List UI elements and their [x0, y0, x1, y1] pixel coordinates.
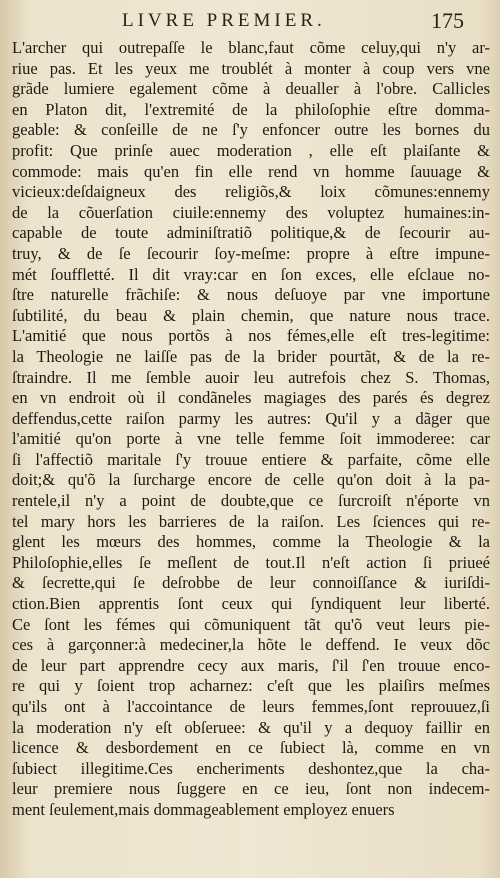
text-line: ſtre naturelle frãchiſe: & nous deſuoye par vne importune: [12, 285, 490, 305]
text-line: truy, & de ſe ſecourir ſoy-meſme: propre à eſtre impune-: [12, 243, 490, 263]
text-line: deffendus,cette raiſon parmy les autres: Qu'il y a dãger que: [12, 408, 490, 428]
text-line: geable: & conſeille de ne ſ'y enfoncer outre les bornes du: [12, 120, 490, 140]
text-line: Philoſophie,elles ſe meſlent de tout.Il n'eſt action ſi priueé: [12, 552, 490, 572]
text-line: ction.Bien apprentis ſont ceux qui ſyndiquent leur liberté.: [12, 594, 490, 614]
text-line: la moderation n'y eſt obſeruee: & qu'il y a dequoy faillir en: [12, 717, 490, 737]
page-number: 175: [431, 8, 464, 33]
text-line: l'amitié qu'on porte à vne telle femme ſoit immoderee: car: [12, 429, 490, 449]
text-line: de leur part apprendre cecy aux maris, ſ'il ſ'en trouue enco-: [12, 655, 490, 675]
text-line: ment ſeulement,mais dommageablement employez enuers: [12, 799, 395, 819]
text-line: riue pas. Et les yeux me troublét à monter à coup vers vne: [12, 58, 490, 78]
text-line: L'archer qui outrepaſſe le blanc,faut cõme celuy,qui n'y ar-: [12, 38, 490, 57]
body-text: [12, 38, 490, 821]
text-line: tel mary hors les barrieres de la raiſon. Les ſciences qui re-: [12, 511, 490, 531]
text-line: licence & desbordement en ce ſubiect là, comme en vn: [12, 738, 490, 758]
text-line: doit;& qu'õ la ſurcharge encore de celle qu'on doit à la pa-: [12, 470, 490, 490]
text-line: Ce ſont les fémes qui cõmuniquent tãt qu'õ veut leurs pie-: [12, 614, 490, 634]
page-header: [0, 10, 500, 40]
text-line: de la cõuerſation ciuile:ennemy des voluptez humaines:in-: [12, 202, 490, 222]
running-title: LIVRE PREMIER.: [122, 10, 326, 31]
text-line: rentele,il n'y a point de doubte,que ce ſurcroiſt n'éporte vn: [12, 491, 490, 511]
text-line: glent les mœurs des hommes, comme la Theologie & la: [12, 532, 490, 552]
text-line: ſubtilité, du beau & plain chemin, que nature nous trace.: [12, 305, 490, 325]
text-line: re qui y ſoient trop acharnez: c'eſt que les plaiſirs meſmes: [12, 676, 490, 696]
text-line: mét ſouffletté. Il dit vray:car en ſon exces, elle eſclaue no-: [12, 264, 490, 284]
text-line: & ſecrette,qui ſe deſrobbe de leur connoiſſance & iuriſdi-: [12, 573, 490, 593]
text-line: la Theologie ne laiſſe pas de la brider pourtãt, & de la re-: [12, 346, 490, 366]
text-line: capable de toute adminiſtratiõ politique,& de ſecourir au-: [12, 223, 490, 243]
text-line: grãde lumiere egalement cõme à deualler à l'obre. Callicles: [12, 79, 490, 99]
text-line: qu'ils ont à l'accointance de leurs femmes,ſont reprouuez,ſi: [12, 697, 490, 716]
text-line: vicieux:deſdaigneux des religiõs,& loix cõmunes:ennemy: [12, 182, 490, 202]
text-line: ces à garçonner:à medeciner,la hõte le deffend. Ie veux dõc: [12, 635, 490, 655]
text-line: en Platon dit, l'extremité de la philoſophie eſtre domma-: [12, 99, 490, 119]
text-line: ſubiect illegitime.Ces encheriments deshontez,que la cha-: [12, 758, 490, 778]
text-line: en vn endroit où il condãneles magiages des parés és degrez: [12, 388, 490, 408]
text-line: leur premiere nous ſuggere en ce ieu, ſont non indecem-: [12, 779, 490, 799]
text-line: ſi l'affectiõ maritale ſ'y trouue entiere & parfaite, cõme elle: [12, 449, 490, 469]
text-line: ſtraindre. Il me ſemble auoir leu autrefois chez S. Thomas,: [12, 367, 490, 387]
text-line: commode: mais qu'en fin elle rend vn homme ſauuage &: [12, 161, 490, 181]
text-line: profit: Que prinſe auec moderation , elle eſt plaiſante &: [12, 140, 490, 160]
text-line: L'amitié que nous portõs à nos fémes,elle eſt tres-legitime:: [12, 326, 490, 346]
